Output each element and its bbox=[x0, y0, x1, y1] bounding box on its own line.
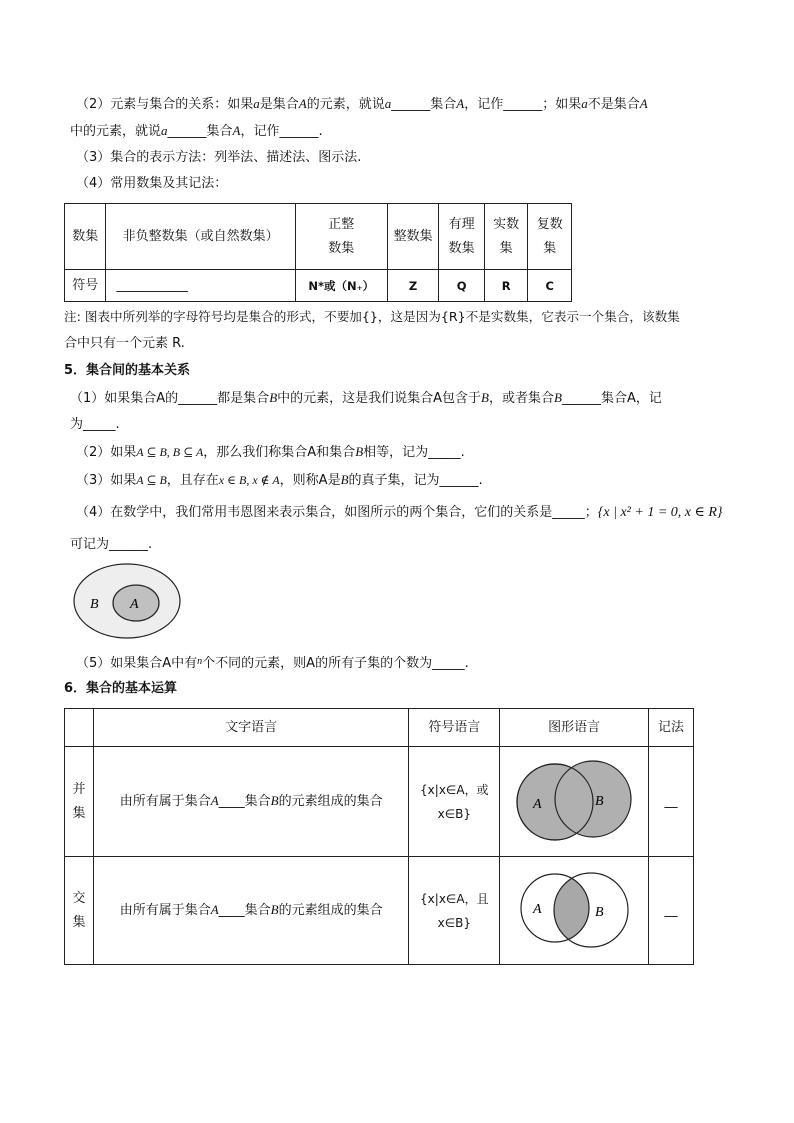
text: ，记作 bbox=[464, 97, 504, 112]
text: 为 bbox=[70, 417, 84, 432]
cell bbox=[295, 204, 387, 270]
cell-line: 集 bbox=[543, 240, 557, 256]
row-label: 并 bbox=[72, 781, 86, 797]
blank: _____ bbox=[432, 656, 465, 671]
text: . bbox=[318, 124, 323, 139]
cell bbox=[500, 747, 649, 857]
cell: R bbox=[484, 270, 528, 302]
formula: x ∈ B, x ∉ A bbox=[218, 473, 280, 487]
s5-4-line2 bbox=[70, 535, 152, 555]
formula: A ⊆ B, B ⊆ A bbox=[136, 445, 204, 459]
text: ；如果 bbox=[542, 97, 582, 112]
var-B: B bbox=[270, 793, 279, 808]
cell: C bbox=[528, 270, 572, 302]
para-2-line2 bbox=[70, 121, 323, 142]
var-a: a bbox=[253, 96, 260, 111]
var-A: A bbox=[456, 96, 465, 111]
var-A: A bbox=[232, 123, 241, 138]
blank: ______ bbox=[391, 97, 431, 112]
cell-line: 数集 bbox=[328, 240, 355, 256]
cell: 整数集 bbox=[387, 204, 439, 270]
cell: 非负整数集（或自然数集） bbox=[106, 204, 295, 270]
cell bbox=[93, 747, 409, 857]
cell-line: 复数 bbox=[536, 216, 563, 232]
var-B: B bbox=[270, 902, 279, 917]
table-row bbox=[65, 204, 572, 270]
text: （5）如果集合A中有 bbox=[76, 656, 198, 671]
blank: _____ bbox=[428, 445, 461, 460]
s5-1-line1 bbox=[70, 388, 662, 409]
text: 不是集合 bbox=[587, 97, 640, 112]
text: （3）如果 bbox=[76, 473, 137, 488]
var-B: B bbox=[355, 444, 364, 459]
text: . bbox=[148, 537, 153, 552]
text: . bbox=[115, 417, 120, 432]
text: 集合 bbox=[206, 124, 233, 139]
venn-label-B: B bbox=[595, 904, 604, 920]
var-B: B bbox=[269, 390, 278, 405]
var-A: A bbox=[210, 793, 219, 808]
section-6-heading: 6．集合的基本运算 bbox=[64, 681, 178, 696]
cell bbox=[93, 857, 409, 965]
row-label: 集 bbox=[72, 805, 86, 821]
var-A: A bbox=[639, 96, 648, 111]
venn-intersection-diagram bbox=[511, 868, 637, 954]
s5-4-line1 bbox=[76, 503, 723, 523]
venn-label-A: A bbox=[130, 597, 139, 612]
text: （2）如果 bbox=[76, 445, 137, 460]
cell bbox=[439, 204, 485, 270]
cell: ___________ bbox=[106, 270, 295, 302]
venn-label-B: B bbox=[90, 597, 99, 612]
text: （1）如果集合A的 bbox=[70, 391, 179, 406]
para-4: （4）常用数集及其记法： bbox=[76, 176, 228, 191]
var-A: A bbox=[298, 96, 307, 111]
s5-5 bbox=[76, 652, 469, 674]
symbol-line: {x|x∈A，且 bbox=[420, 891, 489, 906]
text: 集合 bbox=[244, 903, 271, 918]
row-label: 集 bbox=[72, 914, 86, 930]
text: （4）在数学中，我们常用韦恩图来表示集合，如图所示的两个集合，它们的关系是 bbox=[76, 505, 553, 520]
text: . bbox=[478, 473, 483, 488]
text: 的元素，就说 bbox=[306, 97, 385, 112]
text: 的元素组成的集合 bbox=[278, 794, 383, 809]
symbol-line: {x|x∈A，或 bbox=[420, 782, 489, 797]
text: 相等，记为 bbox=[363, 445, 429, 460]
header-cell: 文字语言 bbox=[93, 709, 409, 747]
var-a: a bbox=[384, 96, 392, 111]
text: ，记作 bbox=[240, 124, 280, 139]
cell bbox=[484, 204, 528, 270]
cell bbox=[500, 857, 649, 965]
s5-1-line2 bbox=[70, 415, 120, 435]
cell bbox=[65, 747, 94, 857]
text: 由所有属于集合 bbox=[119, 794, 211, 809]
text: 可记为 bbox=[70, 537, 110, 552]
blank: ______ bbox=[561, 391, 601, 406]
formula: A ⊆ B bbox=[136, 473, 167, 487]
table-row bbox=[65, 270, 572, 302]
cell: N*或（N₊） bbox=[295, 270, 387, 302]
blank: ______ bbox=[503, 97, 543, 112]
venn-subset-diagram bbox=[72, 562, 184, 640]
text: 中的元素，这是我们说集合A包含于 bbox=[277, 391, 482, 406]
var-B: B bbox=[340, 472, 349, 487]
blank: ______ bbox=[109, 537, 149, 552]
cell bbox=[528, 204, 572, 270]
table-row-union bbox=[65, 747, 694, 857]
blank: ______ bbox=[279, 124, 319, 139]
var-a: a bbox=[581, 96, 588, 111]
var-n: n bbox=[197, 656, 203, 667]
cell: __ bbox=[649, 857, 694, 965]
cell-line: 数集 bbox=[448, 240, 475, 256]
formula: {x | x² + 1 = 0, x ∈ R} bbox=[597, 505, 723, 520]
text: 中的元素，就说 bbox=[70, 124, 162, 139]
note-line2: 合中只有一个元素 R. bbox=[64, 336, 185, 351]
text: . bbox=[460, 445, 465, 460]
cell-line: 集 bbox=[499, 240, 513, 256]
text: ，或者集合 bbox=[489, 391, 555, 406]
text: ，且存在 bbox=[166, 473, 219, 488]
cell: Q bbox=[439, 270, 485, 302]
text: . bbox=[464, 656, 469, 671]
cell-line: 正整 bbox=[328, 216, 355, 232]
symbol-line: x∈B} bbox=[437, 915, 472, 930]
cell: __ bbox=[649, 747, 694, 857]
symbol-line: x∈B} bbox=[437, 806, 472, 821]
para-3: （3）集合的表示方法：列举法、描述法、图示法. bbox=[76, 150, 362, 165]
var-B: B bbox=[554, 390, 562, 405]
cell bbox=[409, 747, 500, 857]
blank: _____ bbox=[552, 505, 585, 520]
cell-line: 实数 bbox=[493, 216, 520, 232]
var-B: B bbox=[481, 390, 489, 405]
set-operations-table bbox=[64, 708, 694, 965]
blank: ______ bbox=[167, 124, 207, 139]
blank: ____ bbox=[218, 903, 245, 918]
header-cell: 图形语言 bbox=[500, 709, 649, 747]
text: ，那么我们称集合A和集合 bbox=[203, 445, 356, 460]
note-line1: 注: 图表中所列举的字母符号均是集合的形式，不要加{}，这是因为{R}不是实数集，它表示一个集合，该数集 bbox=[64, 309, 680, 324]
number-sets-table bbox=[64, 203, 572, 302]
cell-line: 有理 bbox=[448, 216, 475, 232]
text: 都是集合 bbox=[217, 391, 270, 406]
blank: ______ bbox=[439, 473, 479, 488]
header-cell: 记法 bbox=[649, 709, 694, 747]
cell: 符号 bbox=[65, 270, 106, 302]
var-a: a bbox=[161, 123, 168, 138]
venn-label-A: A bbox=[533, 901, 542, 917]
text: ，则称A是 bbox=[279, 473, 341, 488]
blank: ______ bbox=[178, 391, 218, 406]
blank: ____ bbox=[218, 794, 245, 809]
text: 集合 bbox=[430, 97, 457, 112]
table-row-intersection bbox=[65, 857, 694, 965]
header-cell bbox=[65, 709, 94, 747]
para-2-line1 bbox=[76, 94, 648, 115]
text: 由所有属于集合 bbox=[119, 903, 211, 918]
header-cell: 符号语言 bbox=[409, 709, 500, 747]
var-A: A bbox=[210, 902, 219, 917]
cell bbox=[65, 857, 94, 965]
cell: 数集 bbox=[65, 204, 106, 270]
row-label: 交 bbox=[72, 890, 86, 906]
section-5-heading: 5．集合间的基本关系 bbox=[64, 363, 191, 378]
blank: _____ bbox=[83, 417, 116, 432]
cell: Z bbox=[387, 270, 439, 302]
venn-label-A: A bbox=[533, 796, 542, 812]
cell bbox=[409, 857, 500, 965]
text: 集合A，记 bbox=[600, 391, 662, 406]
text: 是集合 bbox=[259, 97, 299, 112]
text: 的元素组成的集合 bbox=[278, 903, 383, 918]
text: 集合 bbox=[244, 794, 271, 809]
text: ； bbox=[584, 505, 598, 520]
s5-3 bbox=[76, 470, 483, 491]
text: 的真子集，记为 bbox=[348, 473, 440, 488]
table-header-row bbox=[65, 709, 694, 747]
text: （2）元素与集合的关系：如果 bbox=[76, 97, 254, 112]
venn-union-diagram bbox=[511, 759, 637, 845]
s5-2 bbox=[76, 442, 465, 463]
venn-label-B: B bbox=[595, 793, 604, 809]
text: 个不同的元素，则A的所有子集的个数为 bbox=[202, 656, 433, 671]
